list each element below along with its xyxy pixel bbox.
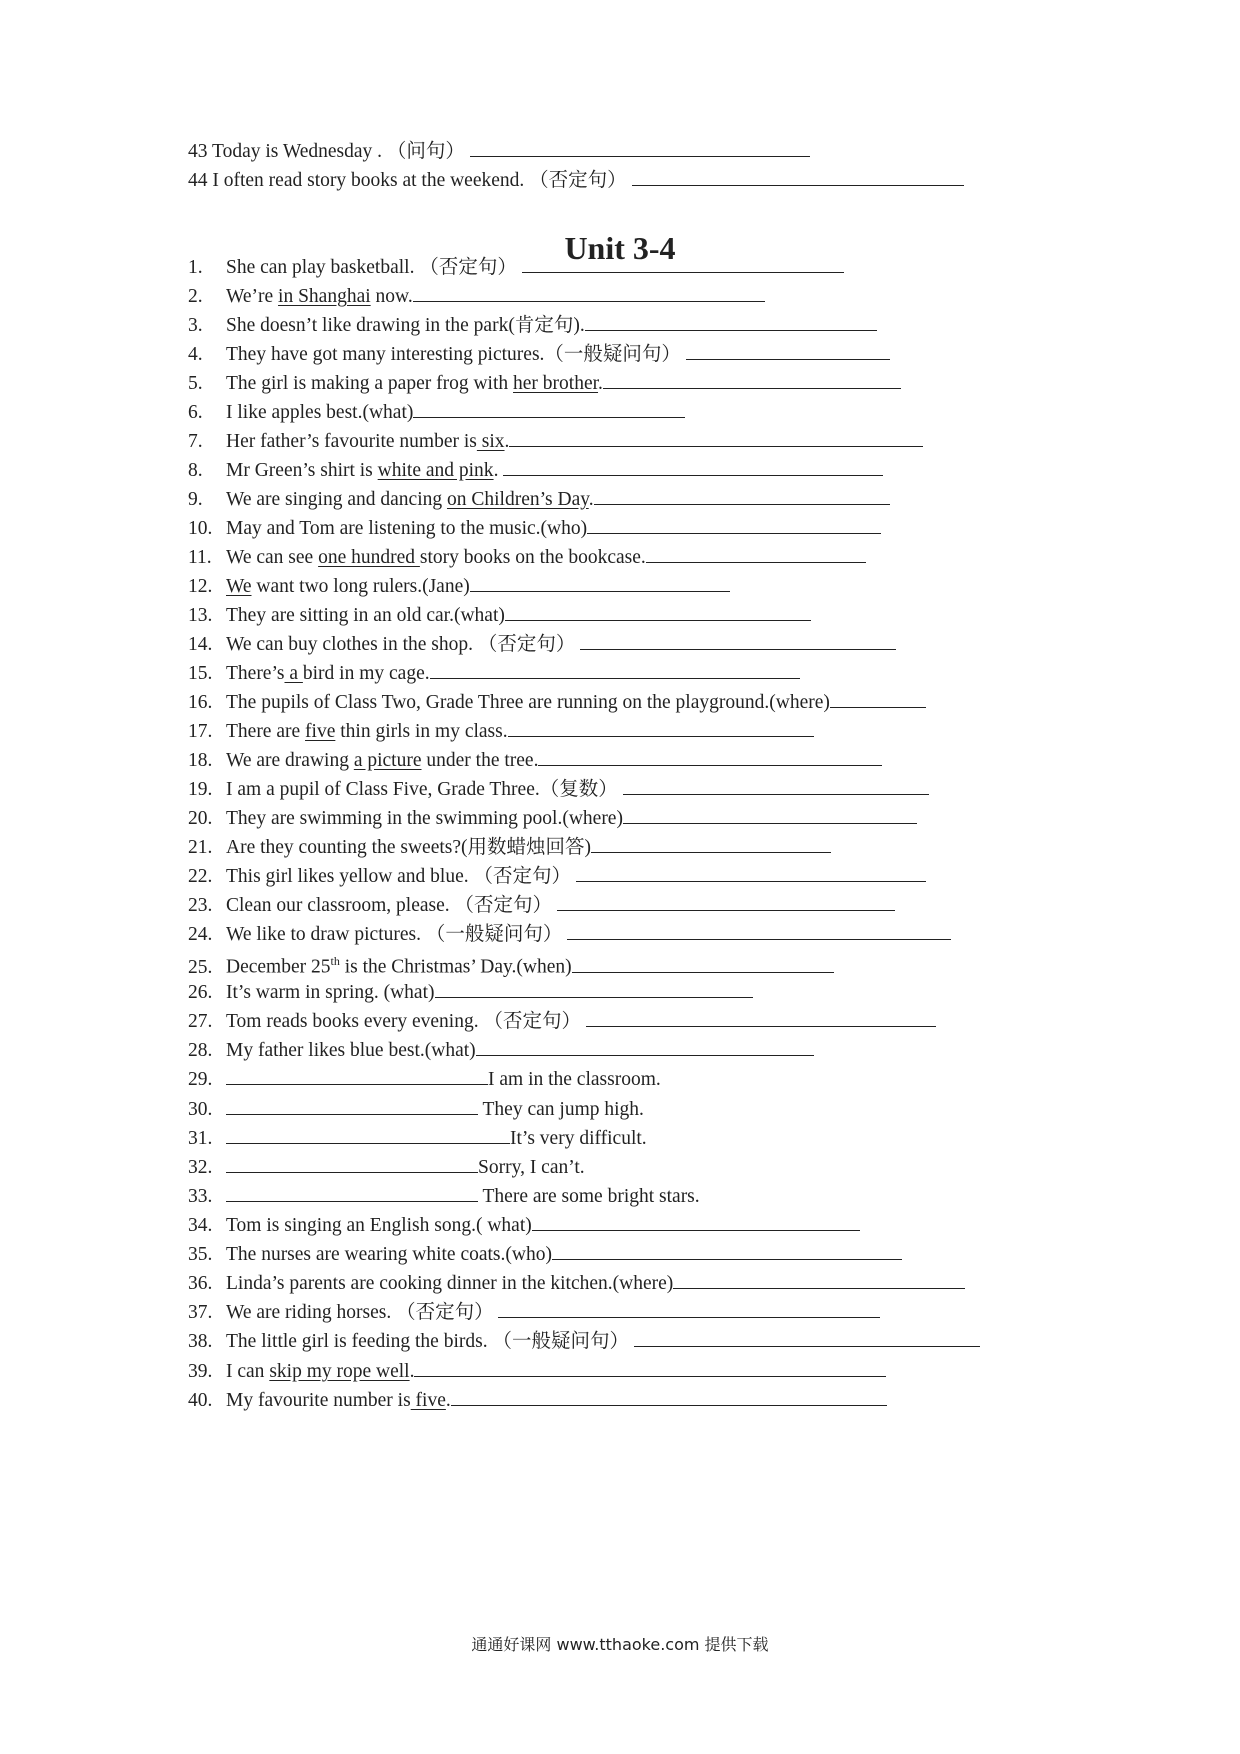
answer-blank[interactable] — [470, 136, 810, 157]
exercise-number: 26. — [188, 982, 213, 1003]
exercise-text: I am a pupil of Class Five, Grade Three.（复数） — [226, 779, 618, 800]
exercise-11 — [188, 542, 866, 571]
exercise-8 — [188, 455, 883, 484]
exercise-number: 13. — [188, 605, 213, 626]
exercise-10 — [188, 513, 881, 542]
exercise-text: They are sitting in an old car.(what) — [226, 605, 505, 626]
exercise-44 — [188, 165, 964, 194]
underlined-phrase: one hundred — [318, 547, 420, 568]
exercise-text: It’s very difficult. — [510, 1128, 647, 1149]
exercise-text: Clean our classroom, please. （否定句） — [226, 895, 553, 916]
exercise-text: She can play basketball. （否定句） — [226, 257, 517, 278]
exercise-5 — [188, 368, 901, 397]
exercise-text-end: now. — [370, 286, 413, 307]
exercise-number: 8. — [188, 460, 203, 481]
answer-blank[interactable] — [591, 832, 831, 853]
answer-blank[interactable] — [522, 252, 844, 273]
exercise-number: 17. — [188, 721, 213, 742]
exercise-number: 36. — [188, 1273, 213, 1294]
answer-blank[interactable] — [552, 1239, 902, 1260]
footer-source: 通通好课网 www.tthaoke.com 提供下载 — [471, 1635, 769, 1654]
exercise-text-end: thin girls in my class. — [335, 721, 508, 742]
exercise-text-end: . — [409, 1361, 415, 1382]
exercise-16 — [188, 687, 926, 716]
exercise-text: There are some bright stars. — [478, 1186, 700, 1207]
exercise-text: She doesn’t like drawing in the park(肯定句). — [226, 315, 585, 336]
exercise-text: The little girl is feeding the birds. （一般疑问句） — [226, 1331, 629, 1352]
answer-blank[interactable] — [226, 1094, 478, 1115]
answer-blank[interactable] — [557, 890, 895, 911]
answer-blank[interactable] — [646, 542, 866, 563]
exercise-26 — [188, 977, 753, 1006]
underlined-phrase: in Shanghai — [278, 286, 371, 307]
exercise-number: 31. — [188, 1128, 213, 1149]
exercise-35 — [188, 1239, 902, 1268]
exercise-number: 29. — [188, 1069, 213, 1090]
underlined-phrase: a picture — [353, 750, 422, 771]
answer-blank[interactable] — [476, 1035, 814, 1056]
answer-blank[interactable] — [413, 281, 765, 302]
exercise-number: 15. — [188, 663, 213, 684]
exercise-number: 7. — [188, 431, 203, 452]
answer-blank[interactable] — [673, 1268, 965, 1289]
answer-blank[interactable] — [430, 658, 800, 679]
exercise-text: My father likes blue best.(what) — [226, 1040, 476, 1061]
answer-blank[interactable] — [632, 165, 964, 186]
exercise-text: May and Tom are listening to the music.(who) — [226, 518, 588, 539]
exercise-14 — [188, 629, 896, 658]
answer-blank[interactable] — [503, 455, 883, 476]
exercise-40 — [188, 1385, 887, 1414]
exercise-text: I like apples best.(what) — [226, 402, 414, 423]
exercise-number: 1. — [188, 257, 203, 278]
exercise-text-end: bird in my cage. — [302, 663, 430, 684]
exercise-text-end: want two long rulers.(Jane) — [251, 576, 470, 597]
exercise-number: 24. — [188, 924, 213, 945]
answer-blank[interactable] — [594, 484, 890, 505]
exercise-text: 43 Today is Wednesday . （问句） — [188, 141, 465, 162]
unit-title: Unit 3-4 — [564, 230, 676, 266]
exercise-number: 20. — [188, 808, 213, 829]
answer-blank[interactable] — [508, 716, 814, 737]
exercise-text-end: . — [445, 1390, 451, 1411]
exercise-number: 3. — [188, 315, 203, 336]
answer-blank[interactable] — [413, 397, 685, 418]
exercise-15 — [188, 658, 800, 687]
exercise-text: I am in the classroom. — [488, 1069, 661, 1090]
exercise-number: 11. — [188, 547, 212, 568]
answer-blank[interactable] — [226, 1181, 478, 1202]
exercise-17 — [188, 716, 814, 745]
exercise-text: This girl likes yellow and blue. （否定句） — [226, 866, 572, 887]
answer-blank[interactable] — [505, 600, 811, 621]
exercise-text-end: . — [588, 489, 594, 510]
exercise-3 — [188, 310, 877, 339]
answer-blank[interactable] — [538, 745, 882, 766]
exercise-text: We can buy clothes in the shop. （否定句） — [226, 634, 576, 655]
answer-blank[interactable] — [586, 1006, 936, 1027]
exercise-28 — [188, 1035, 814, 1064]
answer-blank[interactable] — [414, 1356, 886, 1377]
answer-blank[interactable] — [634, 1326, 980, 1347]
exercise-22 — [188, 861, 926, 890]
exercise-19 — [188, 774, 929, 803]
exercise-text-end: story books on the bookcase. — [419, 547, 646, 568]
exercise-9 — [188, 484, 890, 513]
answer-blank[interactable] — [226, 1064, 488, 1085]
exercise-37 — [188, 1297, 880, 1326]
exercise-number: 6. — [188, 402, 203, 423]
exercise-number: 27. — [188, 1011, 213, 1032]
exercise-number: 39. — [188, 1361, 213, 1382]
answer-blank[interactable] — [498, 1297, 880, 1318]
exercise-text: Linda’s parents are cooking dinner in the kitchen.(where) — [226, 1273, 674, 1294]
exercise-number: 34. — [188, 1215, 213, 1236]
answer-blank[interactable] — [451, 1385, 887, 1406]
exercise-number: 37. — [188, 1302, 213, 1323]
exercise-4 — [188, 339, 890, 368]
exercise-25 — [188, 948, 834, 981]
answer-blank[interactable] — [532, 1210, 860, 1231]
exercise-number: 16. — [188, 692, 213, 713]
exercise-number: 9. — [188, 489, 203, 510]
exercise-20 — [188, 803, 917, 832]
answer-blank[interactable] — [603, 368, 901, 389]
exercise-text: The pupils of Class Two, Grade Three are running on the playground.(where) — [226, 692, 830, 713]
exercise-text: They are swimming in the swimming pool.(where) — [226, 808, 623, 829]
exercise-text: They have got many interesting pictures.（一般疑问句） — [226, 344, 681, 365]
answer-blank[interactable] — [576, 861, 926, 882]
exercise-34 — [188, 1210, 860, 1239]
exercise-text: It’s warm in spring. (what) — [226, 982, 435, 1003]
exercise-number: 2. — [188, 286, 203, 307]
exercise-32 — [188, 1152, 585, 1181]
exercise-text-end: under the tree. — [421, 750, 539, 771]
exercise-number: 25. — [188, 956, 213, 978]
exercise-text: The girl is making a paper frog with — [226, 373, 514, 394]
underlined-phrase: five — [410, 1390, 446, 1411]
underlined-phrase: skip my rope well — [269, 1361, 410, 1382]
exercise-31 — [188, 1123, 647, 1152]
exercise-number: 5. — [188, 373, 203, 394]
exercise-text: We are riding horses. （否定句） — [226, 1302, 494, 1323]
exercise-24 — [188, 919, 951, 948]
exercise-text: We’re — [226, 286, 279, 307]
underlined-phrase: a — [284, 663, 303, 684]
exercise-text: They can jump high. — [478, 1099, 644, 1120]
answer-blank[interactable] — [567, 919, 951, 940]
exercise-text-end: . — [504, 431, 510, 452]
exercise-number: 40. — [188, 1390, 213, 1411]
answer-blank[interactable] — [226, 1152, 478, 1173]
exercise-6 — [188, 397, 685, 426]
answer-blank[interactable] — [470, 571, 730, 592]
answer-blank[interactable] — [686, 339, 890, 360]
exercise-text: We like to draw pictures. （一般疑问句） — [226, 924, 563, 945]
exercise-text: Tom is singing an English song.( what) — [226, 1215, 532, 1236]
exercise-number: 12. — [188, 576, 213, 597]
underlined-phrase: six — [476, 431, 505, 452]
exercise-21 — [188, 832, 831, 861]
exercise-number: 14. — [188, 634, 213, 655]
underlined-phrase: white and pink — [377, 460, 494, 481]
exercise-number: 4. — [188, 344, 203, 365]
answer-blank[interactable] — [587, 513, 881, 534]
exercise-13 — [188, 600, 811, 629]
exercise-number: 21. — [188, 837, 213, 858]
exercise-1 — [188, 252, 844, 281]
exercise-36 — [188, 1268, 965, 1297]
exercise-text: I can — [226, 1361, 270, 1382]
answer-blank[interactable] — [572, 952, 834, 973]
answer-blank[interactable] — [623, 774, 929, 795]
exercise-number: 33. — [188, 1186, 213, 1207]
underlined-phrase: We — [226, 576, 252, 597]
exercise-text: There’s — [226, 663, 285, 684]
exercise-27 — [188, 1006, 936, 1035]
answer-blank[interactable] — [580, 629, 896, 650]
underlined-phrase: her brother — [513, 373, 599, 394]
answer-blank[interactable] — [830, 687, 926, 708]
exercise-number: 18. — [188, 750, 213, 771]
exercise-38 — [188, 1326, 980, 1355]
exercise-2 — [188, 281, 765, 310]
exercise-number: 38. — [188, 1331, 213, 1352]
exercise-text: December 25 — [226, 956, 331, 978]
answer-blank[interactable] — [509, 426, 923, 447]
answer-blank[interactable] — [435, 977, 753, 998]
exercise-39 — [188, 1356, 886, 1385]
exercise-text: The nurses are wearing white coats.(who) — [226, 1244, 552, 1265]
exercise-text: We are drawing — [226, 750, 354, 771]
exercise-30 — [188, 1094, 644, 1123]
exercise-text: My favourite number is — [226, 1390, 411, 1411]
exercise-43 — [188, 136, 810, 165]
exercise-number: 23. — [188, 895, 213, 916]
exercise-number: 30. — [188, 1099, 213, 1120]
exercise-7 — [188, 426, 923, 455]
exercise-12 — [188, 571, 730, 600]
exercise-number: 32. — [188, 1157, 213, 1178]
exercise-number: 19. — [188, 779, 213, 800]
exercise-text: We can see — [226, 547, 319, 568]
exercise-text-end: is the Christmas’ Day.(when) — [339, 956, 572, 978]
exercise-text: Tom reads books every evening. （否定句） — [226, 1011, 581, 1032]
exercise-number: 28. — [188, 1040, 213, 1061]
underlined-phrase: five — [305, 721, 336, 742]
exercise-text: Mr Green’s shirt is — [226, 460, 378, 481]
exercise-text: 44 I often read story books at the weekend. （否定句） — [188, 170, 627, 191]
exercise-29 — [188, 1064, 661, 1093]
superscript: th — [330, 954, 340, 968]
underlined-phrase: on Children’s Day — [446, 489, 589, 510]
exercise-text: Sorry, I can’t. — [478, 1157, 585, 1178]
exercise-number: 35. — [188, 1244, 213, 1265]
exercise-text-end: . — [493, 460, 504, 481]
exercise-number: 22. — [188, 866, 213, 887]
exercise-text: There are — [226, 721, 306, 742]
exercise-text-end: . — [598, 373, 603, 394]
exercise-33 — [188, 1181, 700, 1210]
answer-blank[interactable] — [623, 803, 917, 824]
exercise-text: Her father’s favourite number is — [226, 431, 477, 452]
exercise-number: 10. — [188, 518, 213, 539]
answer-blank[interactable] — [226, 1123, 510, 1144]
exercise-18 — [188, 745, 882, 774]
answer-blank[interactable] — [585, 310, 877, 331]
exercise-text: We are singing and dancing — [226, 489, 447, 510]
exercise-text: Are they counting the sweets?(用数蜡烛回答) — [226, 837, 591, 858]
exercise-23 — [188, 890, 895, 919]
